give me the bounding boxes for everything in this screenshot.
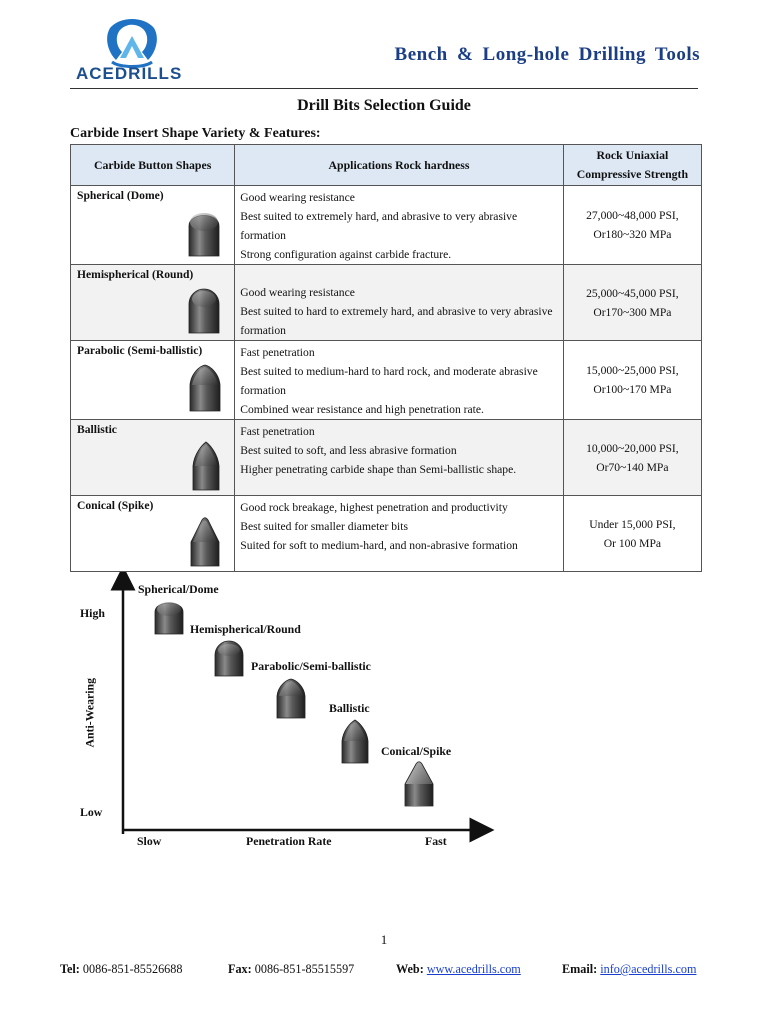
wear-vs-penetration-diagram: [70, 572, 510, 862]
item-label: Spherical/Dome: [138, 582, 219, 596]
shape-name: Conical (Spike): [77, 499, 154, 512]
application-line: Best suited to extremely hard, and abrasive to very abrasive formation: [240, 210, 518, 242]
fax-value: 0086-851-85515597: [254, 962, 355, 976]
strength-psi: 27,000~48,000 PSI,: [586, 209, 679, 222]
shape-name: Spherical (Dome): [77, 189, 164, 202]
hemispherical-button-icon: [187, 287, 221, 335]
header-title: Bench & Long-hole Drilling Tools: [394, 44, 700, 65]
table-row: [71, 496, 702, 572]
strength-cell: [563, 265, 701, 341]
application-line: Best suited for smaller diameter bits: [240, 520, 408, 533]
footer-email: [562, 962, 696, 977]
strength-psi: 25,000~45,000 PSI,: [586, 286, 679, 300]
application-line: Best suited to medium-hard to hard rock, and moderate abrasive formation: [240, 365, 538, 397]
applications-cell: [235, 496, 564, 572]
email-link[interactable]: info@acedrills.com: [600, 962, 697, 976]
fax-label: Fax:: [228, 962, 252, 976]
column-header: Applications Rock hardness: [235, 145, 564, 186]
strength-cell: [563, 496, 701, 572]
web-label: Web:: [396, 962, 424, 976]
applications-cell: [235, 186, 564, 265]
web-link[interactable]: www.acedrills.com: [426, 962, 521, 976]
application-line: Good rock breakage, highest penetration and productivity: [240, 501, 508, 514]
strength-psi: 10,000~20,000 PSI,: [586, 441, 679, 455]
application-line: Fast penetration: [240, 425, 315, 438]
shape-cell: [71, 341, 235, 420]
application-line: Suited for soft to medium-hard, and non-abrasive formation: [240, 539, 518, 552]
shape-cell: [71, 265, 235, 341]
item-label: Hemispherical/Round: [190, 622, 301, 636]
table-row: [71, 265, 702, 341]
strength-mpa: Or180~320 MPa: [593, 228, 672, 241]
applications-cell: [235, 420, 564, 496]
logo-text: ACEDRILLS: [76, 64, 183, 83]
strength-mpa: Or 100 MPa: [603, 536, 662, 550]
application-line: Good wearing resistance: [240, 191, 355, 204]
x-fast-label: Fast: [425, 834, 447, 848]
table-row: [71, 186, 702, 265]
application-line: Higher penetrating carbide shape than Semi-ballistic shape.: [240, 463, 517, 476]
item-label: Parabolic/Semi-ballistic: [251, 659, 371, 673]
section-heading: Carbide Insert Shape Variety & Features:: [70, 126, 321, 141]
shape-cell: [71, 496, 235, 572]
column-header: Carbide Button Shapes: [71, 145, 235, 186]
y-low-label: Low: [80, 805, 103, 819]
table-row: [71, 420, 702, 496]
strength-cell: [563, 420, 701, 496]
strength-mpa: Or70~140 MPa: [596, 460, 669, 474]
item-label: Conical/Spike: [381, 744, 452, 758]
strength-cell: [563, 341, 701, 420]
hemispherical-button-icon: [214, 640, 244, 678]
parabolic-button-icon: [276, 678, 306, 720]
strength-psi: 15,000~25,000 PSI,: [586, 364, 679, 377]
shape-name: Ballistic: [77, 423, 117, 436]
header-divider: [70, 88, 698, 89]
application-line: Good wearing resistance: [240, 286, 355, 299]
tel-value: 0086-851-85526688: [82, 962, 183, 976]
spherical-button-icon: [187, 208, 221, 258]
shape-name: Hemispherical (Round): [77, 268, 194, 281]
application-line: Best suited to soft, and less abrasive formation: [240, 444, 457, 457]
parabolic-button-icon: [188, 363, 222, 413]
x-slow-label: Slow: [137, 834, 162, 848]
document-title: Drill Bits Selection Guide: [297, 97, 471, 114]
table-row: [71, 341, 702, 420]
application-line: Best suited to hard to extremely hard, and abrasive to very abrasive formation: [240, 305, 553, 337]
applications-cell: [235, 341, 564, 420]
application-line: Fast penetration: [240, 346, 315, 359]
tel-label: Tel:: [60, 962, 80, 976]
page-number: 1: [380, 932, 388, 947]
strength-cell: [563, 186, 701, 265]
ballistic-button-icon: [341, 719, 369, 765]
table-header-row: [71, 145, 702, 186]
application-line: Strong configuration against carbide fracture.: [240, 248, 452, 261]
carbide-shapes-table: [70, 144, 702, 572]
footer-fax: [228, 962, 354, 977]
email-label: Email:: [562, 962, 598, 976]
y-high-label: High: [80, 606, 105, 620]
shape-cell: [71, 186, 235, 265]
shape-name: Parabolic (Semi-ballistic): [77, 344, 203, 357]
conical-button-icon: [404, 760, 434, 808]
strength-mpa: Or100~170 MPa: [593, 383, 672, 396]
spherical-button-icon: [154, 598, 184, 636]
applications-cell: [235, 265, 564, 341]
item-label: Ballistic: [329, 701, 370, 715]
conical-button-icon: [189, 516, 221, 568]
application-line: Combined wear resistance and high penetration rate.: [240, 403, 484, 416]
footer-web: [396, 962, 521, 977]
x-axis-label: Penetration Rate: [246, 834, 332, 848]
shape-cell: [71, 420, 235, 496]
strength-psi: Under 15,000 PSI,: [589, 517, 676, 531]
column-header: Rock Uniaxial Compressive Strength: [563, 145, 701, 186]
strength-mpa: Or170~300 MPa: [593, 305, 672, 319]
ballistic-button-icon: [191, 440, 221, 492]
footer-tel: [60, 962, 182, 977]
y-axis-label: Anti-Wearing: [82, 678, 97, 748]
